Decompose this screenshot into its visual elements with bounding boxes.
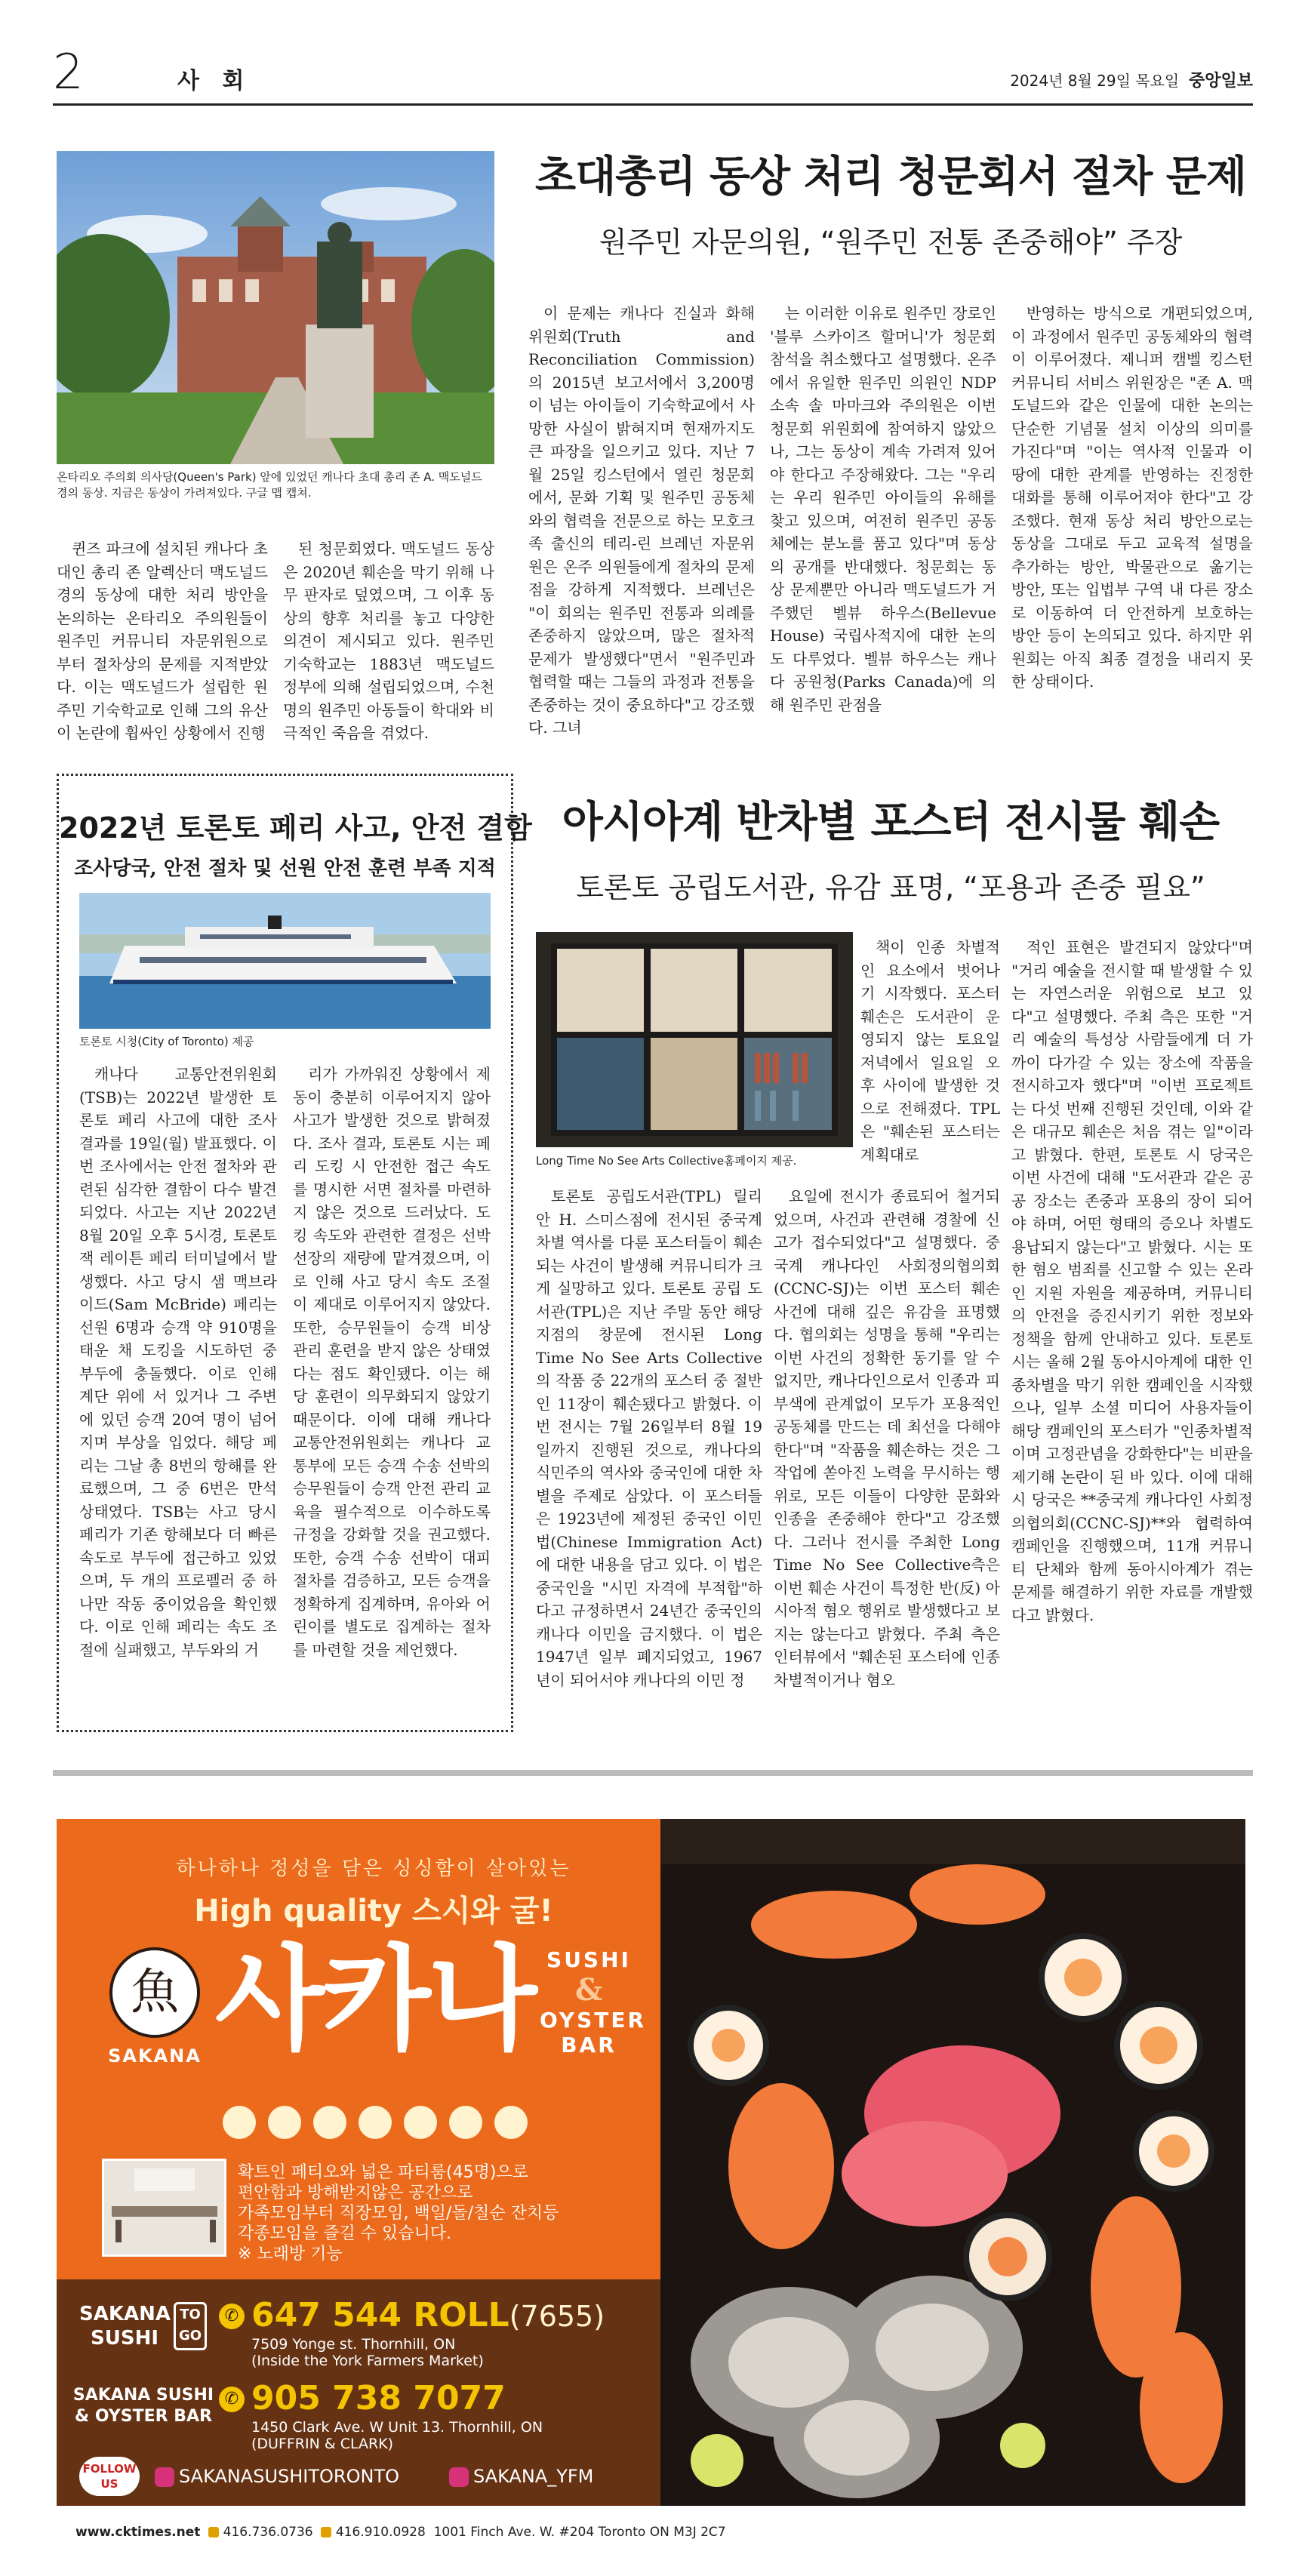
fish-logo-icon: 魚 xyxy=(131,1965,179,2020)
oyster-icon xyxy=(359,2106,392,2139)
article1-col3: 이 문제는 캐나다 진실과 화해 위원회(Truth and Reconciliation Commission)의 2015년 보고서에서 3,200명이 넘는 아이들이 기숙학교에서 사망한 사실이 밝혀지며 현재까지도 큰 파장을 일으키고 있다. 지난 7월 25일 킹스턴에서 열린 청문회에서, 문화 기획 및 원주민 공동체와의 협력을 전문으로 하는 모호크족 출신의 테리-린 브레넌 자문위원은 온주 의원들에게 절차의 문제점을 강하게 지적했다. 브레넌은 "이 회의는 원주민 전통과 의례를 존중하지 않았으며, 많은 절차적 문제가 발생했다"면서 "원주민과 협력할 때는 그들의 과정과 전통을 존중하는 것이 중요하다"고 강조했다. 그녀 xyxy=(528,304,755,737)
dateline xyxy=(1010,68,1253,91)
fish-icon xyxy=(494,2106,528,2139)
section-divider xyxy=(53,1770,1253,1776)
loc1-name xyxy=(79,2302,170,2350)
article3-col2: 요일에 전시가 종료되어 철거되었으며, 사건과 관련해 경찰에 신고가 접수되었다"고 설명했다. 중국계 캐나다인 사회정의협의회(CCNC-SJ)는 이번 포스터 훼손 사건에 대해 깊은 유감을 표명했다. 협의회는 성명을 통해 "우리는 이번 사건의 정확한 동기를 알 수 없지만, 캐나다인으로서 인종과 피부색에 관계없이 모두가 포용적인 공동체를 만드는 데 최선을 다해야 한다"며 "작품을 훼손하는 것은 그 작업에 쏟아진 노력을 무시하는 행위로, 모든 이들이 다양한 문화와 인종을 존중해야 한다"고 강조했다. 그러나 전시를 주최한 Long Time No See Collective측은 이번 훼손 사건이 특정한 반(反) 아시아적 혐오 행위로 발생했다고 보지는 않는다고 밝혔다. 주최 측은 인터뷰에서 "훼손된 포스터에 인종차별적이거나 혐오 xyxy=(774,1187,1000,1689)
page-number: 2 xyxy=(53,45,84,100)
article2-col1: 캐나다 교통안전위원회(TSB)는 2022년 발생한 토론토 페리 사고에 대한 조사 결과를 19일(월) 발표했다. 이번 조사에서는 안전 절차와 관련된 심각한 결함이 다수 발견되었다. 사고는 지난 2022년 8월 20일 오후 5시경, 토론토 잭 레이튼 페리 터미널에서 발생했다. 사고 당시 샘 맥브라이드(Sam McBride) 페리는 선원 6명과 승객 약 910명을 태운 채 도킹을 시도하던 중 부두에 충돌했다. 이로 인해 계단 위에 서 있거나 그 주변에 있던 승객 20여 명이 넘어지며 부상을 입었다. 해당 페리는 그날 총 8번의 항해를 완료했으며, 그 중 6번은 만석 상태였다. TSB는 사고 당시 페리가 기존 항해보다 더 빠른 속도로 부두에 접근하고 있었으며, 두 개의 프로펠러 중 하나만 작동 중이었음을 확인했다. 이로 인해 페리는 속도 조절에 실패했고, 부두와의 거 xyxy=(79,1065,277,1659)
label-oyster: OYSTER xyxy=(540,2008,647,2033)
library-caption: Long Time No See Arts Collective홈페이지 제공. xyxy=(536,1154,797,1168)
label-sushi: SUSHI xyxy=(546,1947,631,1972)
togo-line2: GO xyxy=(178,2328,202,2344)
loc1-name-line2: SUSHI xyxy=(91,2327,159,2350)
fax-small-icon xyxy=(321,2527,331,2538)
paper-name: 중앙일보 xyxy=(1188,72,1253,91)
shrimp-icon xyxy=(449,2106,482,2139)
address-1-line2: (Inside the York Farmers Market) xyxy=(251,2353,484,2369)
label-amp: & xyxy=(574,1972,603,2008)
article1-col4: 는 이러한 이유로 원주민 장로인 '블루 스카이즈 할머니'가 청문회 참석을 취소했다고 설명했다. 온주에서 유일한 원주민 의원인 NDP 소속 솔 마마크와 주의원은 이번 청문회 위원회에 참여하지 않았으나, 그는 동상이 계속 가려져 있어야 한다고 주장해왔다. 그는 "우리는 우리 원주민 아이들의 유해를 찾고 있으며, 여전히 원주민 공동체에는 분노를 품고 있다"며 동상의 공개를 반대했다. 청문회는 동상 문제뿐만 아니라 맥도널드가 거주했던 벨뷰 하우스(Bellevue House) 국립사적지에 대한 논의도 다루었다. 벨뷰 하우스는 캐나다 공원청(Parks Canada)에 의해 원주민 관점을 xyxy=(770,304,996,714)
phone-icon-2: ✆ xyxy=(219,2387,245,2412)
phone-icon: ✆ xyxy=(219,2304,245,2329)
phone-1-extra: (7655) xyxy=(509,2300,605,2333)
instagram-icon xyxy=(449,2467,469,2487)
follow-us-badge xyxy=(79,2457,140,2496)
ferry-photo xyxy=(79,893,491,1029)
instagram-link-1[interactable] xyxy=(155,2466,399,2487)
footer-address: 1001 Finch Ave. W. #204 Toronto ON M3J 2C7 xyxy=(433,2525,726,2540)
article3-col1: 토론토 공립도서관(TPL) 릴리안 H. 스미스점에 전시된 중국계 차별 역사를 다룬 포스터들이 훼손되는 사건이 발생해 커뮤니티가 크게 실망하고 있다. 토론토 공립 도서관(TPL)은 지난 주말 동안 해당 지점의 창문에 전시된 Long Time No See Arts Collective의 작품 중 22개의 포스터 중 절반인 11장이 훼손됐다고 밝혔다. 이번 전시는 7월 26일부터 8월 19일까지 진행된 것으로, 캐나다의 식민주의 역사와 중국인에 대한 차별을 주제로 삼았다. 이 포스터들은 1923년에 제정된 중국인 이민법(Chinese Immigration Act)에 대한 내용을 담고 있다. 이 법은 중국인을 "시민 자격에 부적합"하다고 규정하면서 24년간 중국인의 캐나다 이민을 금지했다. 이 법은 1947년 일부 폐지되었고, 1967년이 되어서야 캐나다의 이민 정 xyxy=(536,1187,762,1689)
article2-subhead: 조사당국, 안전 절차 및 선원 안전 훈련 부족 지적 xyxy=(74,857,496,880)
footer-phone: 416.736.0736 xyxy=(223,2525,313,2540)
party-room-photo xyxy=(102,2159,226,2257)
food-icons-row xyxy=(223,2106,615,2144)
article1-headline: 초대총리 동상 처리 청문회서 절차 문제 xyxy=(534,152,1247,202)
article3-subhead: 토론토 공립도서관, 유감 표명, “포용과 존중 필요” xyxy=(576,871,1205,904)
ad-description xyxy=(238,2162,660,2264)
bowl-icon xyxy=(404,2106,437,2139)
address-1-line1: 7509 Yonge st. Thornhill, ON xyxy=(251,2336,456,2353)
loc2-name-line1: SAKANA SUSHI xyxy=(72,2386,214,2405)
sakana-logo-badge xyxy=(109,1947,200,2038)
article3-col-b: 적인 표현은 발견되지 않았다"며 "거리 예술을 전시할 때 발생할 수 있는 자연스러운 위험으로 보고 있다"고 설명했다. 주최 측은 또한 "거리 예술의 특성상 사람들에게 더 가까이 다가갈 수 있는 장소에 작품을 전시하고자 했다"며 "이번 프로젝트는 다섯 번째 진행된 것인데, 이와 같은 대규모 훼손은 처음 겪는 일"이라고 밝혔다. 한편, 토론토 시 당국은 이번 사건에 대해 "도서관과 같은 공공 장소는 존중과 포용의 장이 되어야 하며, 어떤 형태의 증오나 차별도 용납되지 않는다"고 밝혔다. 시는 또한 혐오 범죄를 신고할 수 있는 온라인 지원 자원을 제공하며, 커뮤니티의 안전을 증진시키기 위한 정보와 정책을 함께 안내하고 있다. 토론토 시는 올해 2월 동아시아계에 대한 인종차별을 막기 위한 캠페인을 시작했으나, 일부 소셜 미디어 사용자들이 해당 캠페인의 포스터가 "인종차별적이며 고정관념을 강화한다"는 비판을 제기해 논란이 된 바 있다. 이에 대해 시 당국은 **중국계 캐나다인 사회정의협의회(CCNC-SJ)**와 협력하여 캠페인을 진행했으며, 11개 커뮤니티 단체와 함께 동아시아계가 겪는 문제를 해결하기 위한 자료를 개발했다고 밝혔다. xyxy=(1011,938,1253,1624)
loc1-name-line1: SAKANA xyxy=(79,2303,171,2325)
masthead xyxy=(53,45,1253,106)
ferry-article-box xyxy=(57,774,532,1732)
page-footer xyxy=(75,2525,726,2540)
brand-ko: 사카나 xyxy=(215,1934,534,2066)
desc-line-3: 가족모임부터 직장모임, 백일/돌/칠순 잔치등 xyxy=(238,2204,559,2223)
article2-col2: 리가 가까워진 상황에서 제동이 충분히 이루어지지 않아 사고가 발생한 것으로 밝혀졌다. 조사 결과, 토론토 시는 페리 도킹 시 안전한 접근 속도를 명시한 서면 절차를 마련하지 않은 것으로 드러났다. 도킹 속도와 관련한 결정은 선박 선장의 재량에 맡겨졌으며, 이로 인해 사고 당시 속도 조절이 제대로 이루어지지 않았다. 또한, 승무원들이 승객 비상 관리 훈련을 받지 않은 상태였다는 점도 확인됐다. 이는 해당 훈련이 의무화되지 않았기 때문이다. 이에 대해 캐나다 교통안전위원회는 캐나다 교통부에 모든 승객 수송 선박의 승무원들이 승객 안전 관리 교육을 필수적으로 이수하도록 규정을 강화할 것을 권고했다. 또한, 승객 수송 선박이 대피 절차를 검증하고, 모든 승객을 정확하게 집계하며, 유아와 어린이를 별도로 집계하는 절차를 마련할 것을 제언했다. xyxy=(293,1065,491,1659)
nigiri-icon xyxy=(313,2106,346,2139)
togo-badge xyxy=(174,2302,207,2350)
phone-1[interactable] xyxy=(251,2296,605,2334)
loc2-name xyxy=(72,2385,215,2427)
article3-headline: 아시아계 반차별 포스터 전시물 훼손 xyxy=(562,798,1220,847)
photo-caption: 온타리오 주의회 의사당(Queen's Park) 앞에 있었던 캐나다 초대 총리 존 A. 맥도널드 경의 동상. 지금은 동상이 가려져있다. 구글 맵 캡쳐. xyxy=(57,470,482,500)
desc-line-2: 편안함과 방해받지않은 공간으로 xyxy=(238,2184,473,2202)
address-2 xyxy=(251,2419,543,2452)
ferry-caption: 토론토 시청(City of Toronto) 제공 xyxy=(79,1035,254,1048)
statue-photo xyxy=(57,151,494,464)
address-2-line1: 1450 Clark Ave. W Unit 13. Thornhill, ON xyxy=(251,2419,543,2436)
ad-sushi-label xyxy=(540,1947,647,2057)
desc-line-1: 확트인 페티오와 넓은 파티룸(45명)으로 xyxy=(238,2163,528,2182)
phone-small-icon xyxy=(208,2527,219,2538)
label-bar: BAR xyxy=(561,2033,617,2057)
article3-col-a: 책이 인종 차별적인 요소에서 벗어나기 시작했다. 포스터 훼손은 도서관이 운영되지 않는 토요일 저녁에서 일요일 오후 사이에 발생한 것으로 전해졌다. TPL은 "훼손된 포스터는 계획대로 xyxy=(860,938,1000,1164)
phone-2[interactable]: 905 738 7077 xyxy=(251,2379,506,2418)
instagram-handle-2: SAKANA_YFM xyxy=(473,2466,594,2487)
desc-line-5: ※ 노래방 기능 xyxy=(238,2245,343,2264)
issue-date: 2024년 8월 29일 목요일 xyxy=(1010,72,1180,90)
brand-en: SAKANA xyxy=(108,2045,202,2067)
follow-line2: US xyxy=(100,2477,119,2491)
instagram-icon xyxy=(155,2467,174,2487)
ad-tagline-1: 하나하나 정성을 담은 싱싱함이 살아있는 xyxy=(176,1857,571,1880)
address-2-line2: (DUFFRIN & CLARK) xyxy=(251,2436,394,2452)
footer-fax: 416.910.0928 xyxy=(335,2525,426,2540)
follow-line1: FOLLOW xyxy=(82,2462,137,2476)
address-1 xyxy=(251,2336,484,2369)
article1-col2: 된 청문회였다. 맥도널드 동상은 2020년 훼손을 막기 위해 나무 판자로 덮였으며, 그 이후 동상의 향후 처리를 놓고 다양한 의견이 제시되고 있다. 원주민 기숙학교는 1883년 맥도널드 정부에 의해 설립되었으며, 수천 명의 원주민 아동들이 학대와 비극적인 죽음을 겪었다. xyxy=(283,540,494,742)
article1-col5: 반영하는 방식으로 개편되었으며, 이 과정에서 원주민 공동체와의 협력이 이루어졌다. 제니퍼 캠벨 킹스턴 커뮤니티 서비스 위원장은 "존 A. 맥도널드와 같은 인물에 대한 논의는 단순한 기념물 설치 이상의 의미를 가진다"며 "이는 역사적 인물과 이 땅에 대한 관계를 반영하는 진정한 대화를 통해 이루어져야 한다"고 강조했다. 현재 동상 처리 방안으로는 동상을 그대로 두고 교육적 설명을 추가하는 방안, 박물관으로 옮기는 방안, 또는 입법부 구역 내 다른 장소로 이동하여 더 안전하게 보호하는 방안 등이 논의되고 있다. 하지만 위원회는 아직 최종 결정을 내리지 못한 상태이다. xyxy=(1011,304,1253,691)
library-photo xyxy=(536,932,853,1147)
loc2-name-line2: & OYSTER BAR xyxy=(75,2407,212,2426)
phone-1-number: 647 544 ROLL xyxy=(251,2296,509,2334)
instagram-handle-1: SAKANASUSHITORONTO xyxy=(179,2466,399,2487)
roll-icon xyxy=(268,2106,301,2139)
desc-line-4: 각종모임을 즐길 수 있습니다. xyxy=(238,2224,451,2243)
article1-subhead: 원주민 자문의원, “원주민 전통 존중해야” 주장 xyxy=(599,226,1183,259)
section-name: 사 회 xyxy=(177,68,252,94)
article2-headline: 2022년 토론토 페리 사고, 안전 결함 xyxy=(59,811,532,845)
instagram-link-2[interactable] xyxy=(449,2466,593,2487)
article1-col1: 퀸즈 파크에 설치된 캐나다 초대인 총리 존 알렉산더 맥도널드 경의 동상에 대한 처리 방안을 논의하는 온타리오 주의원들이 원주민 커뮤니티 자문위원으로부터 절차상의 문제를 지적받았다. 이는 맥도널드가 설립한 원주민 기숙학교로 인해 그의 유산이 논란에 휩싸인 상황에서 진행 xyxy=(57,540,268,742)
sakana-ad xyxy=(57,1819,1245,2506)
sushi-icon xyxy=(223,2106,256,2139)
footer-site[interactable]: www.cktimes.net xyxy=(75,2525,201,2540)
ad-tagline-2: High quality 스시와 굴! xyxy=(194,1894,553,1928)
togo-line1: TO xyxy=(180,2307,201,2322)
sushi-platter-photo xyxy=(660,1819,1245,2506)
